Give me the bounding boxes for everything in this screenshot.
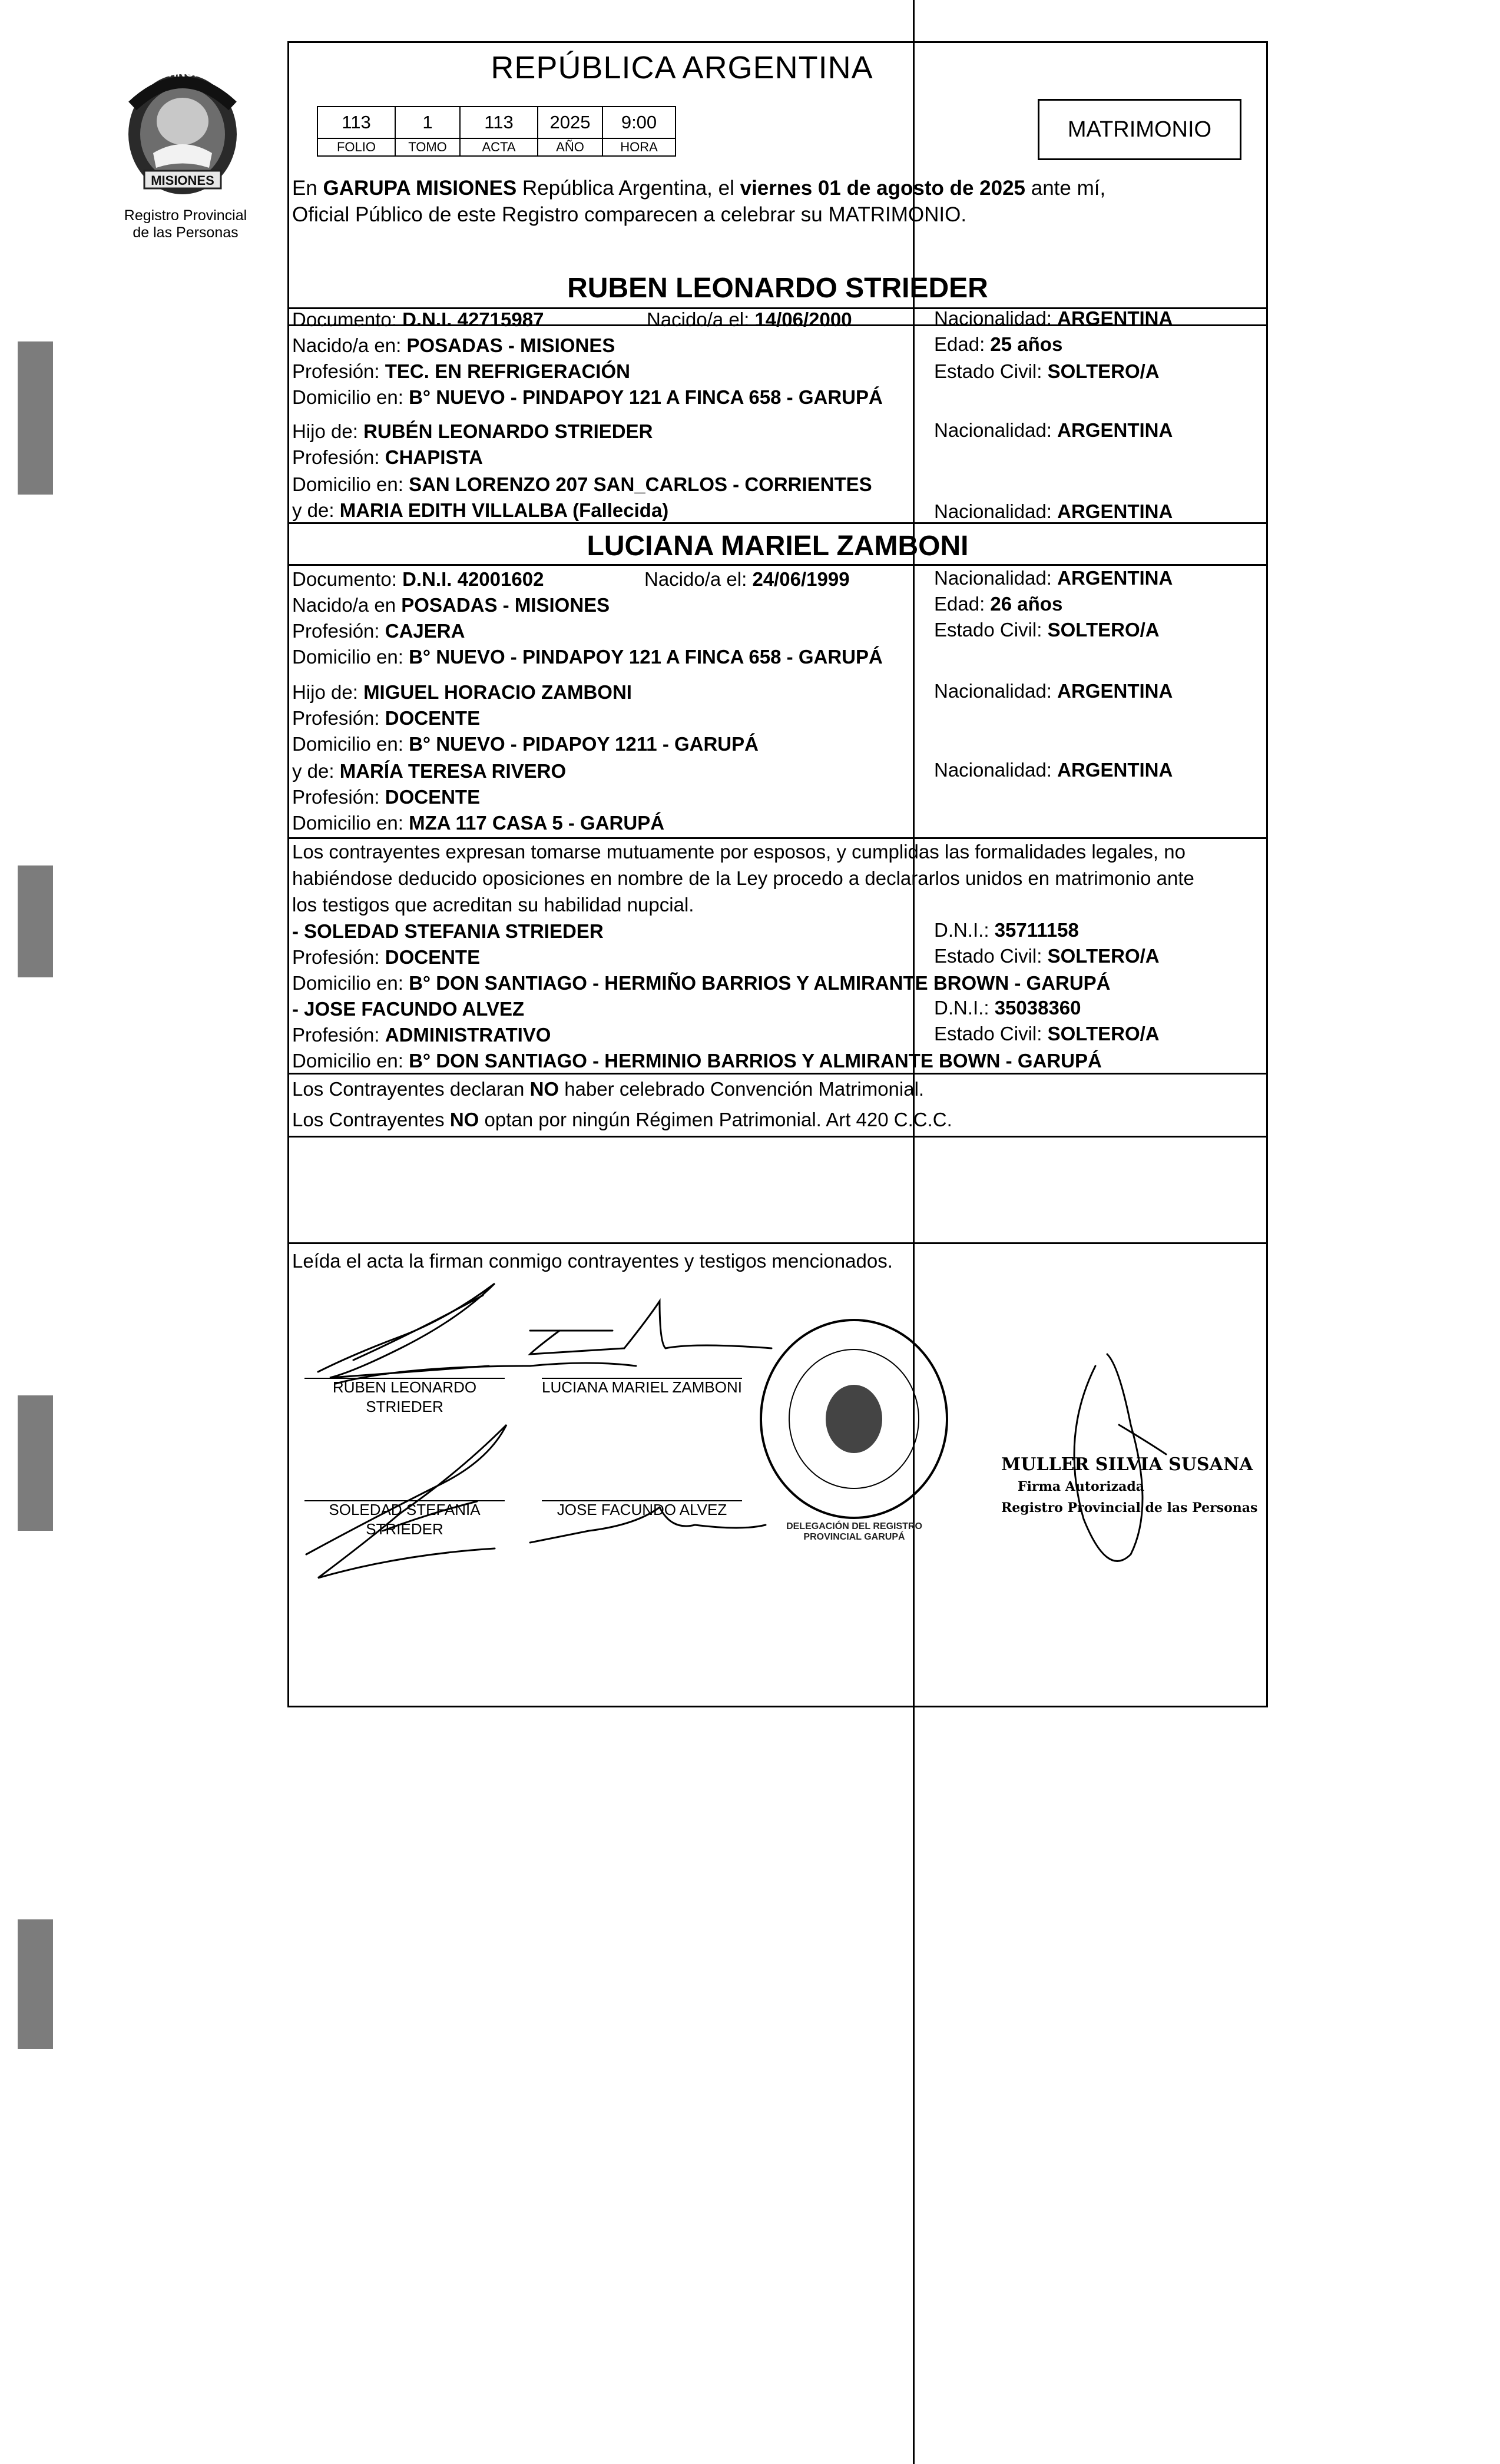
bride-doc-row <box>292 568 544 591</box>
divider-witness-end <box>287 1073 1268 1075</box>
groom-dom-row <box>292 386 883 409</box>
groom-dom-label: Domicilio en: <box>292 386 409 408</box>
regime-text-no: NO <box>449 1109 479 1130</box>
groom-prof-row <box>292 360 630 383</box>
witness-2-dom-row <box>292 1049 1102 1073</box>
intro-mid: República Argentina, el <box>516 177 740 200</box>
divider-clauses-end <box>287 1136 1268 1138</box>
witness-2-name <box>292 997 524 1021</box>
groom-father-nat-label: Nacionalidad: <box>934 419 1058 441</box>
witness-2-dom: B° DON SANTIAGO - HERMINIO BARRIOS Y ALMIRANTE BOWN - GARUPÁ <box>409 1050 1102 1072</box>
bride-prof-label: Profesión: <box>292 620 385 642</box>
groom-born-label: Nacido/a el: <box>647 309 755 330</box>
groom-place: POSADAS - MISIONES <box>406 334 615 356</box>
convention-clause <box>292 1077 924 1101</box>
witness-2-dom-label: Domicilio en: <box>292 1050 409 1072</box>
groom-civil-row <box>934 360 1160 383</box>
witness-2-prof: ADMINISTRATIVO <box>385 1024 551 1046</box>
seal-top-text: PROVINCIA DE <box>140 67 225 79</box>
acta-value: 113 <box>460 107 538 138</box>
signature-label-bride: LUCIANA MARIEL ZAMBONI <box>542 1378 742 1396</box>
registry-line-2: de las Personas <box>133 224 239 241</box>
groom-mother-nat-row <box>934 500 1173 523</box>
bride-age-label: Edad: <box>934 593 991 615</box>
registry-line-1: Registro Provincial <box>124 207 247 224</box>
bride-father-nat: ARGENTINA <box>1057 680 1173 702</box>
bride-mother-dom: MZA 117 CASA 5 - GARUPÁ <box>409 812 665 834</box>
groom-father: RUBÉN LEONARDO STRIEDER <box>363 420 653 442</box>
groom-place-label: Nacido/a en: <box>292 334 407 356</box>
bride-place: POSADAS - MISIONES <box>401 594 610 616</box>
bride-nat-row <box>934 566 1173 590</box>
witness-2-prof-label: Profesión: <box>292 1024 385 1046</box>
acta-label: ACTA <box>460 138 538 156</box>
groom-age-row <box>934 333 1062 356</box>
bride-age: 26 años <box>990 593 1063 615</box>
bride-dom: B° NUEVO - PINDAPOY 121 A FINCA 658 - GARUPÁ <box>409 646 883 668</box>
bride-nat: ARGENTINA <box>1057 567 1173 589</box>
intro-date: viernes 01 de agosto de 2025 <box>740 177 1026 200</box>
bride-age-row <box>934 592 1062 616</box>
bride-born-label: Nacido/a el: <box>644 568 753 590</box>
tomo-value: 1 <box>395 107 460 138</box>
bride-doc-label: Documento: <box>292 568 403 590</box>
tomo-label: TOMO <box>395 138 460 156</box>
signature-label-witness-2: JOSE FACUNDO ALVEZ <box>557 1501 727 1518</box>
intro-prefix: En <box>292 177 323 200</box>
witness-1-dni-row <box>934 918 1079 942</box>
bride-father-row <box>292 681 632 704</box>
folio-value: 113 <box>317 107 395 138</box>
bride-father-prof-row <box>292 707 480 730</box>
bride-doc: D.N.I. 42001602 <box>402 568 544 590</box>
signature-scribble-bride <box>530 1301 771 1354</box>
witness-1-name-text: - SOLEDAD STEFANIA STRIEDER <box>292 920 604 942</box>
anio-value: 2025 <box>538 107 602 138</box>
signature-label-witness-1: SOLEDAD STEFANIA STRIEDER <box>329 1501 481 1538</box>
intro-place: GARUPA MISIONES <box>323 177 517 200</box>
witness-2-civil-label: Estado Civil: <box>934 1023 1048 1044</box>
bride-mother: MARÍA TERESA RIVERO <box>339 760 567 782</box>
bride-father-prof-label: Profesión: <box>292 707 385 729</box>
groom-name-heading: RUBEN LEONARDO STRIEDER <box>567 273 988 304</box>
record-fields-table <box>317 106 676 157</box>
scan-edge-artifacts <box>12 341 77 2049</box>
groom-doc-row <box>292 308 544 331</box>
groom-born-row <box>647 308 852 331</box>
groom-nat-row <box>934 307 1173 330</box>
declaration-line-1: Los contrayentes expresan tomarse mutuamente por esposos, y cumplidas las formalidades legales, no <box>292 841 1186 863</box>
bride-father: MIGUEL HORACIO ZAMBONI <box>363 681 632 703</box>
regime-text-a: Los Contrayentes <box>292 1109 450 1130</box>
declaration-paragraph <box>292 838 1264 918</box>
bride-born: 24/06/1999 <box>752 568 850 590</box>
registry-round-stamp <box>754 1313 954 1525</box>
witness-2-dni-label: D.N.I.: <box>934 997 995 1019</box>
witness-1-dom: B° DON SANTIAGO - HERMIÑO BARRIOS Y ALMIRANTE BROWN - GARUPÁ <box>409 972 1111 994</box>
seal-bottom-text: MISIONES <box>151 173 214 188</box>
groom-nat-label: Nacionalidad: <box>934 307 1058 329</box>
bride-place-row <box>292 593 610 617</box>
witness-1-prof-row <box>292 946 480 969</box>
stamp-circle-text: DELEGACIÓN DEL REGISTRO PROVINCIAL GARUPÁ <box>786 1521 922 1542</box>
bride-place-label: Nacido/a en <box>292 594 402 616</box>
act-type-box: MATRIMONIO <box>1038 99 1241 160</box>
witness-1-dom-label: Domicilio en: <box>292 972 409 994</box>
bride-mother-label: y de: <box>292 760 340 782</box>
bride-father-dom-row <box>292 732 759 756</box>
scan-fold-line <box>913 0 915 2464</box>
witness-1-civil: SOLTERO/A <box>1047 945 1160 967</box>
witness-1-dni-label: D.N.I.: <box>934 919 995 941</box>
divider-bride-head <box>287 564 1268 566</box>
bride-prof: CAJERA <box>385 620 465 642</box>
bride-civil: SOLTERO/A <box>1047 619 1160 641</box>
groom-doc: D.N.I. 42715987 <box>402 309 544 330</box>
witness-2-prof-row <box>292 1023 551 1047</box>
groom-father-dom: SAN LORENZO 207 SAN_CARLOS - CORRIENTES <box>409 473 872 495</box>
bride-father-nat-label: Nacionalidad: <box>934 680 1058 702</box>
hora-value: 9:00 <box>602 107 676 138</box>
signature-scribble-groom <box>318 1284 495 1378</box>
groom-father-row <box>292 420 653 443</box>
groom-mother-nat: ARGENTINA <box>1057 500 1173 522</box>
bride-father-dom-label: Domicilio en: <box>292 733 409 755</box>
witness-1-prof: DOCENTE <box>385 946 481 968</box>
bride-mother-nat: ARGENTINA <box>1057 759 1173 781</box>
groom-father-label: Hijo de: <box>292 420 364 442</box>
intro-line-1 <box>292 177 1105 200</box>
groom-place-row <box>292 334 615 357</box>
groom-prof-label: Profesión: <box>292 360 385 382</box>
convention-text-no: NO <box>529 1078 559 1100</box>
bride-born-row <box>644 568 850 591</box>
witness-1-dni: 35711158 <box>994 919 1079 941</box>
country-title: REPÚBLICA ARGENTINA <box>491 50 873 85</box>
groom-age-label: Edad: <box>934 333 991 355</box>
bride-nat-label: Nacionalidad: <box>934 567 1058 589</box>
bride-prof-row <box>292 619 465 643</box>
groom-mother-nat-label: Nacionalidad: <box>934 500 1058 522</box>
groom-prof: TEC. EN REFRIGERACIÓN <box>385 360 630 382</box>
regime-text-c: optan por ningún Régimen Patrimonial. Art 420 C.C.C. <box>479 1109 952 1130</box>
closing-line: Leída el acta la firman conmigo contrayentes y testigos mencionados. <box>292 1250 893 1272</box>
witness-2-dni: 35038360 <box>994 997 1081 1019</box>
official-office: Registro Provincial de las Personas <box>1001 1500 1258 1515</box>
groom-mother-row <box>292 499 668 522</box>
bride-dom-label: Domicilio en: <box>292 646 409 668</box>
groom-born: 14/06/2000 <box>754 309 852 330</box>
folio-label: FOLIO <box>317 138 395 156</box>
bride-mother-dom-row <box>292 811 664 835</box>
bride-mother-nat-row <box>934 758 1173 782</box>
bride-name-heading: LUCIANA MARIEL ZAMBONI <box>587 530 969 562</box>
witness-1-dom-row <box>292 971 1111 995</box>
groom-father-dom-row <box>292 473 872 496</box>
witness-2-dni-row <box>934 996 1081 1020</box>
bride-mother-dom-label: Domicilio en: <box>292 812 409 834</box>
declaration-line-3: los testigos que acreditan su habilidad nupcial. <box>292 894 694 916</box>
witness-1-civil-label: Estado Civil: <box>934 945 1048 967</box>
groom-civil: SOLTERO/A <box>1047 360 1160 382</box>
bride-father-prof: DOCENTE <box>385 707 481 729</box>
witness-2-civil: SOLTERO/A <box>1047 1023 1160 1044</box>
divider-blank-end <box>287 1242 1268 1244</box>
signature-scribble-witness-2 <box>530 1507 766 1543</box>
groom-mother: MARIA EDITH VILLALBA (Fallecida) <box>339 499 669 521</box>
bride-mother-prof-row <box>292 785 480 809</box>
groom-doc-label: Documento: <box>292 309 403 330</box>
convention-text-a: Los Contrayentes declaran <box>292 1078 530 1100</box>
witness-1-civil-row <box>934 944 1160 968</box>
groom-father-nat: ARGENTINA <box>1057 419 1173 441</box>
groom-father-nat-row <box>934 419 1173 442</box>
bride-father-dom: B° NUEVO - PIDAPOY 1211 - GARUPÁ <box>409 733 759 755</box>
bride-civil-row <box>934 618 1160 642</box>
groom-mother-label: y de: <box>292 499 340 521</box>
groom-age: 25 años <box>990 333 1063 355</box>
bride-father-nat-row <box>934 679 1173 703</box>
bride-dom-row <box>292 645 883 669</box>
intro-suffix: ante mí, <box>1025 177 1106 200</box>
groom-father-dom-label: Domicilio en: <box>292 473 409 495</box>
witness-1-prof-label: Profesión: <box>292 946 385 968</box>
bride-mother-prof-label: Profesión: <box>292 786 385 808</box>
bride-mother-row <box>292 760 566 783</box>
official-name: MULLER SILVIA SUSANA <box>1001 1454 1253 1475</box>
bride-mother-nat-label: Nacionalidad: <box>934 759 1058 781</box>
hora-label: HORA <box>602 138 676 156</box>
official-role: Firma Autorizada <box>1018 1479 1144 1494</box>
groom-father-prof-row <box>292 446 483 469</box>
witness-2-name-text: - JOSE FACUNDO ALVEZ <box>292 998 525 1020</box>
groom-father-prof-label: Profesión: <box>292 446 385 468</box>
anio-label: AÑO <box>538 138 602 156</box>
regime-clause <box>292 1108 952 1132</box>
groom-father-prof: CHAPISTA <box>385 446 483 468</box>
witness-2-civil-row <box>934 1022 1160 1046</box>
groom-dom: B° NUEVO - PINDAPOY 121 A FINCA 658 - GARUPÁ <box>409 386 883 408</box>
signature-label-groom: RUBEN LEONARDO STRIEDER <box>332 1378 477 1415</box>
groom-nat: ARGENTINA <box>1057 307 1173 329</box>
witness-1-name <box>292 920 604 943</box>
bride-civil-label: Estado Civil: <box>934 619 1048 641</box>
convention-text-c: haber celebrado Convención Matrimonial. <box>559 1078 925 1100</box>
bride-mother-prof: DOCENTE <box>385 786 481 808</box>
intro-line-2: Oficial Público de este Registro comparecen a celebrar su MATRIMONIO. <box>292 203 967 226</box>
groom-civil-label: Estado Civil: <box>934 360 1048 382</box>
declaration-line-2: habiéndose deducido oposiciones en nombre de la Ley procedo a declararlos unidos en matrimonio ante <box>292 867 1194 889</box>
bride-father-label: Hijo de: <box>292 681 364 703</box>
registry-label <box>100 207 271 241</box>
